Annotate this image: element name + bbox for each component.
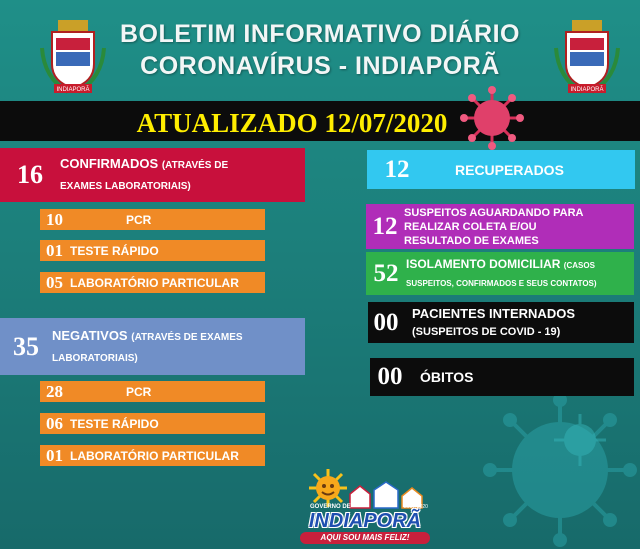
negative-note-a: (ATRAVÉS DE EXAMES bbox=[131, 331, 243, 343]
deaths-label: ÓBITOS bbox=[420, 369, 474, 385]
coronavirus-icon bbox=[460, 86, 524, 150]
negative-private-lab-row bbox=[40, 445, 265, 466]
coat-of-arms-icon bbox=[38, 18, 108, 98]
hospitalized-line2: (SUSPEITOS DE COVID - 19) bbox=[412, 325, 561, 338]
confirmed-note-a: (ATRAVÉS DE bbox=[161, 160, 229, 171]
isolation-card bbox=[366, 252, 634, 295]
confirmed-title: CONFIRMADOS bbox=[60, 156, 159, 171]
confirmed-label bbox=[60, 154, 228, 196]
header-title-line2: CORONAVÍRUS - INDIAPORÃ bbox=[140, 52, 500, 80]
crest-banner-left: INDIAPORÃ bbox=[56, 87, 90, 93]
sun-icon bbox=[308, 468, 348, 508]
footer-logo-slogan: AQUI SOU MAIS FELIZ! bbox=[300, 532, 430, 544]
negative-rapid-count: 06 bbox=[46, 413, 63, 433]
negative-note-b: LABORATORIAIS) bbox=[52, 352, 138, 364]
deaths-card bbox=[370, 358, 634, 396]
coat-of-arms-icon bbox=[552, 18, 622, 98]
confirmed-note-b: EXAMES LABORATORIAIS) bbox=[60, 181, 191, 192]
isolation-note-a: (CASOS bbox=[563, 260, 595, 270]
negative-pcr-count: 28 bbox=[46, 381, 63, 401]
recovered-count: 12 bbox=[384, 155, 410, 183]
negative-card bbox=[0, 318, 305, 375]
deaths-count: 00 bbox=[377, 363, 403, 390]
crest-banner-right: INDIAPORÃ bbox=[570, 87, 604, 93]
negative-pcr-row bbox=[40, 381, 265, 402]
hospitalized-card bbox=[368, 302, 634, 343]
suspects-line3: RESULTADO DE EXAMES bbox=[404, 234, 539, 247]
hospitalized-line1: PACIENTES INTERNADOS bbox=[412, 305, 575, 321]
suspects-count: 12 bbox=[372, 212, 398, 240]
negative-pcr-label: PCR bbox=[126, 384, 152, 399]
recovered-label: RECUPERADOS bbox=[455, 161, 564, 178]
confirmed-pcr-row bbox=[40, 209, 265, 230]
isolation-title: ISOLAMENTO DOMICILIAR bbox=[406, 256, 561, 271]
footer-logo-name: INDIAPORÃ bbox=[308, 510, 422, 532]
header-title-line1: BOLETIM INFORMATIVO DIÁRIO bbox=[119, 20, 520, 48]
confirmed-pcr-count: 10 bbox=[46, 209, 63, 229]
confirmed-rapid-label: TESTE RÁPIDO bbox=[70, 243, 159, 258]
confirmed-count: 16 bbox=[17, 160, 43, 189]
update-date: ATUALIZADO 12/07/2020 bbox=[136, 108, 448, 138]
isolation-count: 52 bbox=[373, 259, 399, 287]
isolation-note-b: SUSPEITOS, CONFIRMADOS E SEUS CONTATOS) bbox=[406, 278, 597, 288]
confirmed-card bbox=[0, 148, 305, 202]
negative-rapid-label: TESTE RÁPIDO bbox=[70, 416, 159, 431]
suspects-label bbox=[404, 206, 583, 248]
suspects-line1: SUSPEITOS AGUARDANDO PARA bbox=[404, 206, 584, 219]
background-virus-small-icon bbox=[550, 410, 610, 470]
confirmed-rapid-count: 01 bbox=[46, 240, 63, 260]
hospitalized-label bbox=[404, 305, 575, 341]
negative-rapid-row bbox=[40, 413, 265, 434]
isolation-label bbox=[406, 256, 597, 292]
confirmed-rapid-row bbox=[40, 240, 265, 261]
suspects-line2: REALIZAR COLETA E/OU bbox=[404, 220, 537, 233]
recovered-card bbox=[367, 150, 635, 189]
footer-logo bbox=[300, 468, 430, 546]
footer-logo-years: 2017-2020 bbox=[404, 504, 428, 510]
confirmed-private-lab-label: LABORATÓRIO PARTICULAR bbox=[70, 275, 239, 290]
suspects-card bbox=[366, 204, 634, 249]
negative-title: NEGATIVOS bbox=[52, 327, 128, 343]
negative-count: 35 bbox=[13, 331, 39, 361]
confirmed-private-lab-row bbox=[40, 272, 265, 293]
footer-logo-top: GOVERNO DE bbox=[310, 504, 351, 510]
confirmed-pcr-label: PCR bbox=[126, 212, 152, 227]
negative-private-lab-label: LABORATÓRIO PARTICULAR bbox=[70, 448, 239, 463]
negative-label bbox=[52, 326, 243, 368]
negative-private-lab-count: 01 bbox=[46, 445, 63, 465]
confirmed-private-lab-count: 05 bbox=[46, 272, 63, 292]
hospitalized-count: 00 bbox=[373, 308, 399, 336]
